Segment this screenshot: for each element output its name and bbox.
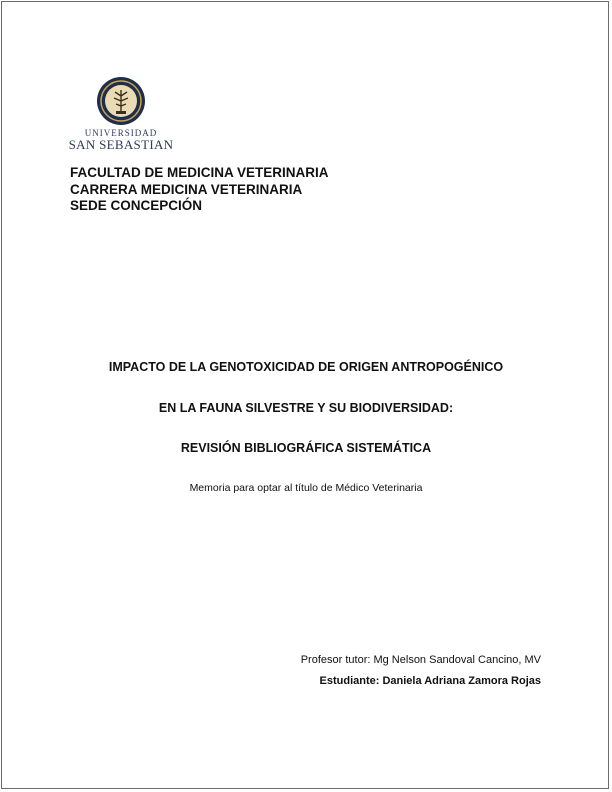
faculty-name: FACULTAD DE MEDICINA VETERINARIA — [70, 165, 329, 180]
thesis-title-line-2: EN LA FAUNA SILVESTRE Y SU BIODIVERSIDAD: — [158, 401, 454, 415]
thesis-title-line-1: IMPACTO DE LA GENOTOXICIDAD DE ORIGEN ANTROPOGÉNICO — [108, 360, 504, 374]
faculty-header — [70, 165, 329, 215]
university-logo — [66, 76, 176, 151]
logo-text-universidad: UNIVERSIDAD — [84, 128, 158, 138]
logo-text-san-sebastian: SAN SEBASTIAN — [68, 137, 174, 152]
degree-subtitle: Memoria para optar al título de Médico Veterinaria — [189, 482, 423, 494]
student-line: Estudiante: Daniela Adriana Zamora Rojas — [319, 675, 541, 687]
career-name: CARRERA MEDICINA VETERINARIA — [70, 181, 303, 197]
tutor-line: Profesor tutor: Mg Nelson Sandoval Cancino, MV — [300, 654, 541, 666]
thesis-title-line-3: REVISIÓN BIBLIOGRÁFICA SISTEMÁTICA — [180, 441, 432, 455]
campus-name: SEDE CONCEPCIÓN — [70, 198, 203, 213]
university-seal-icon — [96, 76, 146, 126]
